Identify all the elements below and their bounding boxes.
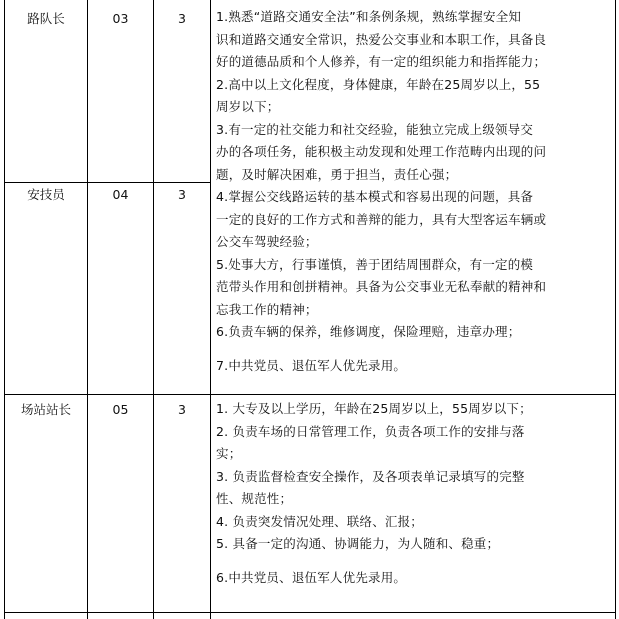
code-cell: 05 bbox=[112, 402, 129, 417]
requirement-line: 好的道德品质和个人修养，有一定的组织能力和指挥能力； bbox=[216, 54, 547, 69]
grid-line bbox=[4, 0, 5, 619]
requirement-line: 5.处事大方，行事谨慎，善于团结周围群众，有一定的模 bbox=[216, 256, 534, 272]
requirement-line: 题，及时解决困难，勇于担当，责任心强； bbox=[216, 166, 458, 182]
requirements-cell bbox=[216, 398, 614, 589]
grid-line bbox=[4, 612, 616, 613]
requirement-line: 1. 大专及以上学历，年龄在25周岁以上，55周岁以下； bbox=[216, 401, 532, 416]
requirement-line: 公交车驾驶经验； bbox=[216, 234, 318, 249]
requirement-line: 2. 负责车场的日常管理工作，负责各项工作的安排与落 bbox=[216, 423, 525, 439]
requirement-line: 4. 负责突发情况处理、联络、汇报； bbox=[216, 513, 424, 529]
position-cell: 安技员 bbox=[27, 187, 65, 202]
grid-line bbox=[210, 0, 211, 619]
requirement-line: 3. 负责监督检查安全操作，及各项表单记录填写的完整 bbox=[216, 468, 525, 484]
requirement-line: 性、规范性； bbox=[216, 491, 293, 506]
grid-line bbox=[4, 182, 210, 183]
requirement-line: 1.熟悉“道路交通安全法”和条例条规，熟练掌握安全知 bbox=[216, 9, 522, 24]
requirement-line: 4.掌握公交线路运转的基本模式和容易出现的问题，具备 bbox=[216, 189, 534, 204]
count-cell: 3 bbox=[178, 11, 186, 26]
requirements-cell bbox=[216, 6, 614, 377]
requirement-line: 5. 具备一定的沟通、协调能力，为人随和、稳重； bbox=[216, 536, 500, 551]
code-cell: 04 bbox=[112, 187, 129, 202]
requirement-line: 3.有一定的社交能力和社交经验，能独立完成上级领导交 bbox=[216, 121, 534, 137]
requirement-line: 范带头作用和创拼精神。具备为公交事业无私奉献的精神和 bbox=[216, 279, 547, 294]
requirement-line: 周岁以下； bbox=[216, 99, 280, 114]
position-cell: 场站站长 bbox=[20, 402, 71, 417]
requirement-line: 7.中共党员、退伍军人优先录用。 bbox=[216, 357, 407, 373]
position-cell: 路队长 bbox=[27, 11, 65, 26]
grid-line bbox=[87, 0, 88, 619]
requirement-line: 实； bbox=[216, 446, 242, 461]
grid-line bbox=[615, 0, 616, 619]
requirement-line: 办的各项任务，能积极主动发现和处理工作范畴内出现的问 bbox=[216, 144, 547, 159]
count-cell: 3 bbox=[178, 187, 186, 202]
requirement-line: 6.中共党员、退伍军人优先录用。 bbox=[216, 569, 407, 585]
requirement-line: 2.高中以上文化程度，身体健康，年龄在25周岁以上，55 bbox=[216, 76, 541, 92]
requirement-line: 6.负责车辆的保养，维修调度，保险理赔，违章办理； bbox=[216, 324, 521, 339]
code-cell: 03 bbox=[112, 11, 129, 26]
grid-line bbox=[4, 394, 616, 395]
requirement-line: 忘我工作的精神； bbox=[216, 301, 318, 317]
requirement-line: 一定的良好的工作方式和善辩的能力，具有大型客运车辆或 bbox=[216, 211, 547, 227]
requirement-line: 识和道路交通安全常识，热爱公交事业和本职工作，具备良 bbox=[216, 31, 547, 47]
count-cell: 3 bbox=[178, 402, 186, 417]
grid-line bbox=[153, 0, 154, 619]
